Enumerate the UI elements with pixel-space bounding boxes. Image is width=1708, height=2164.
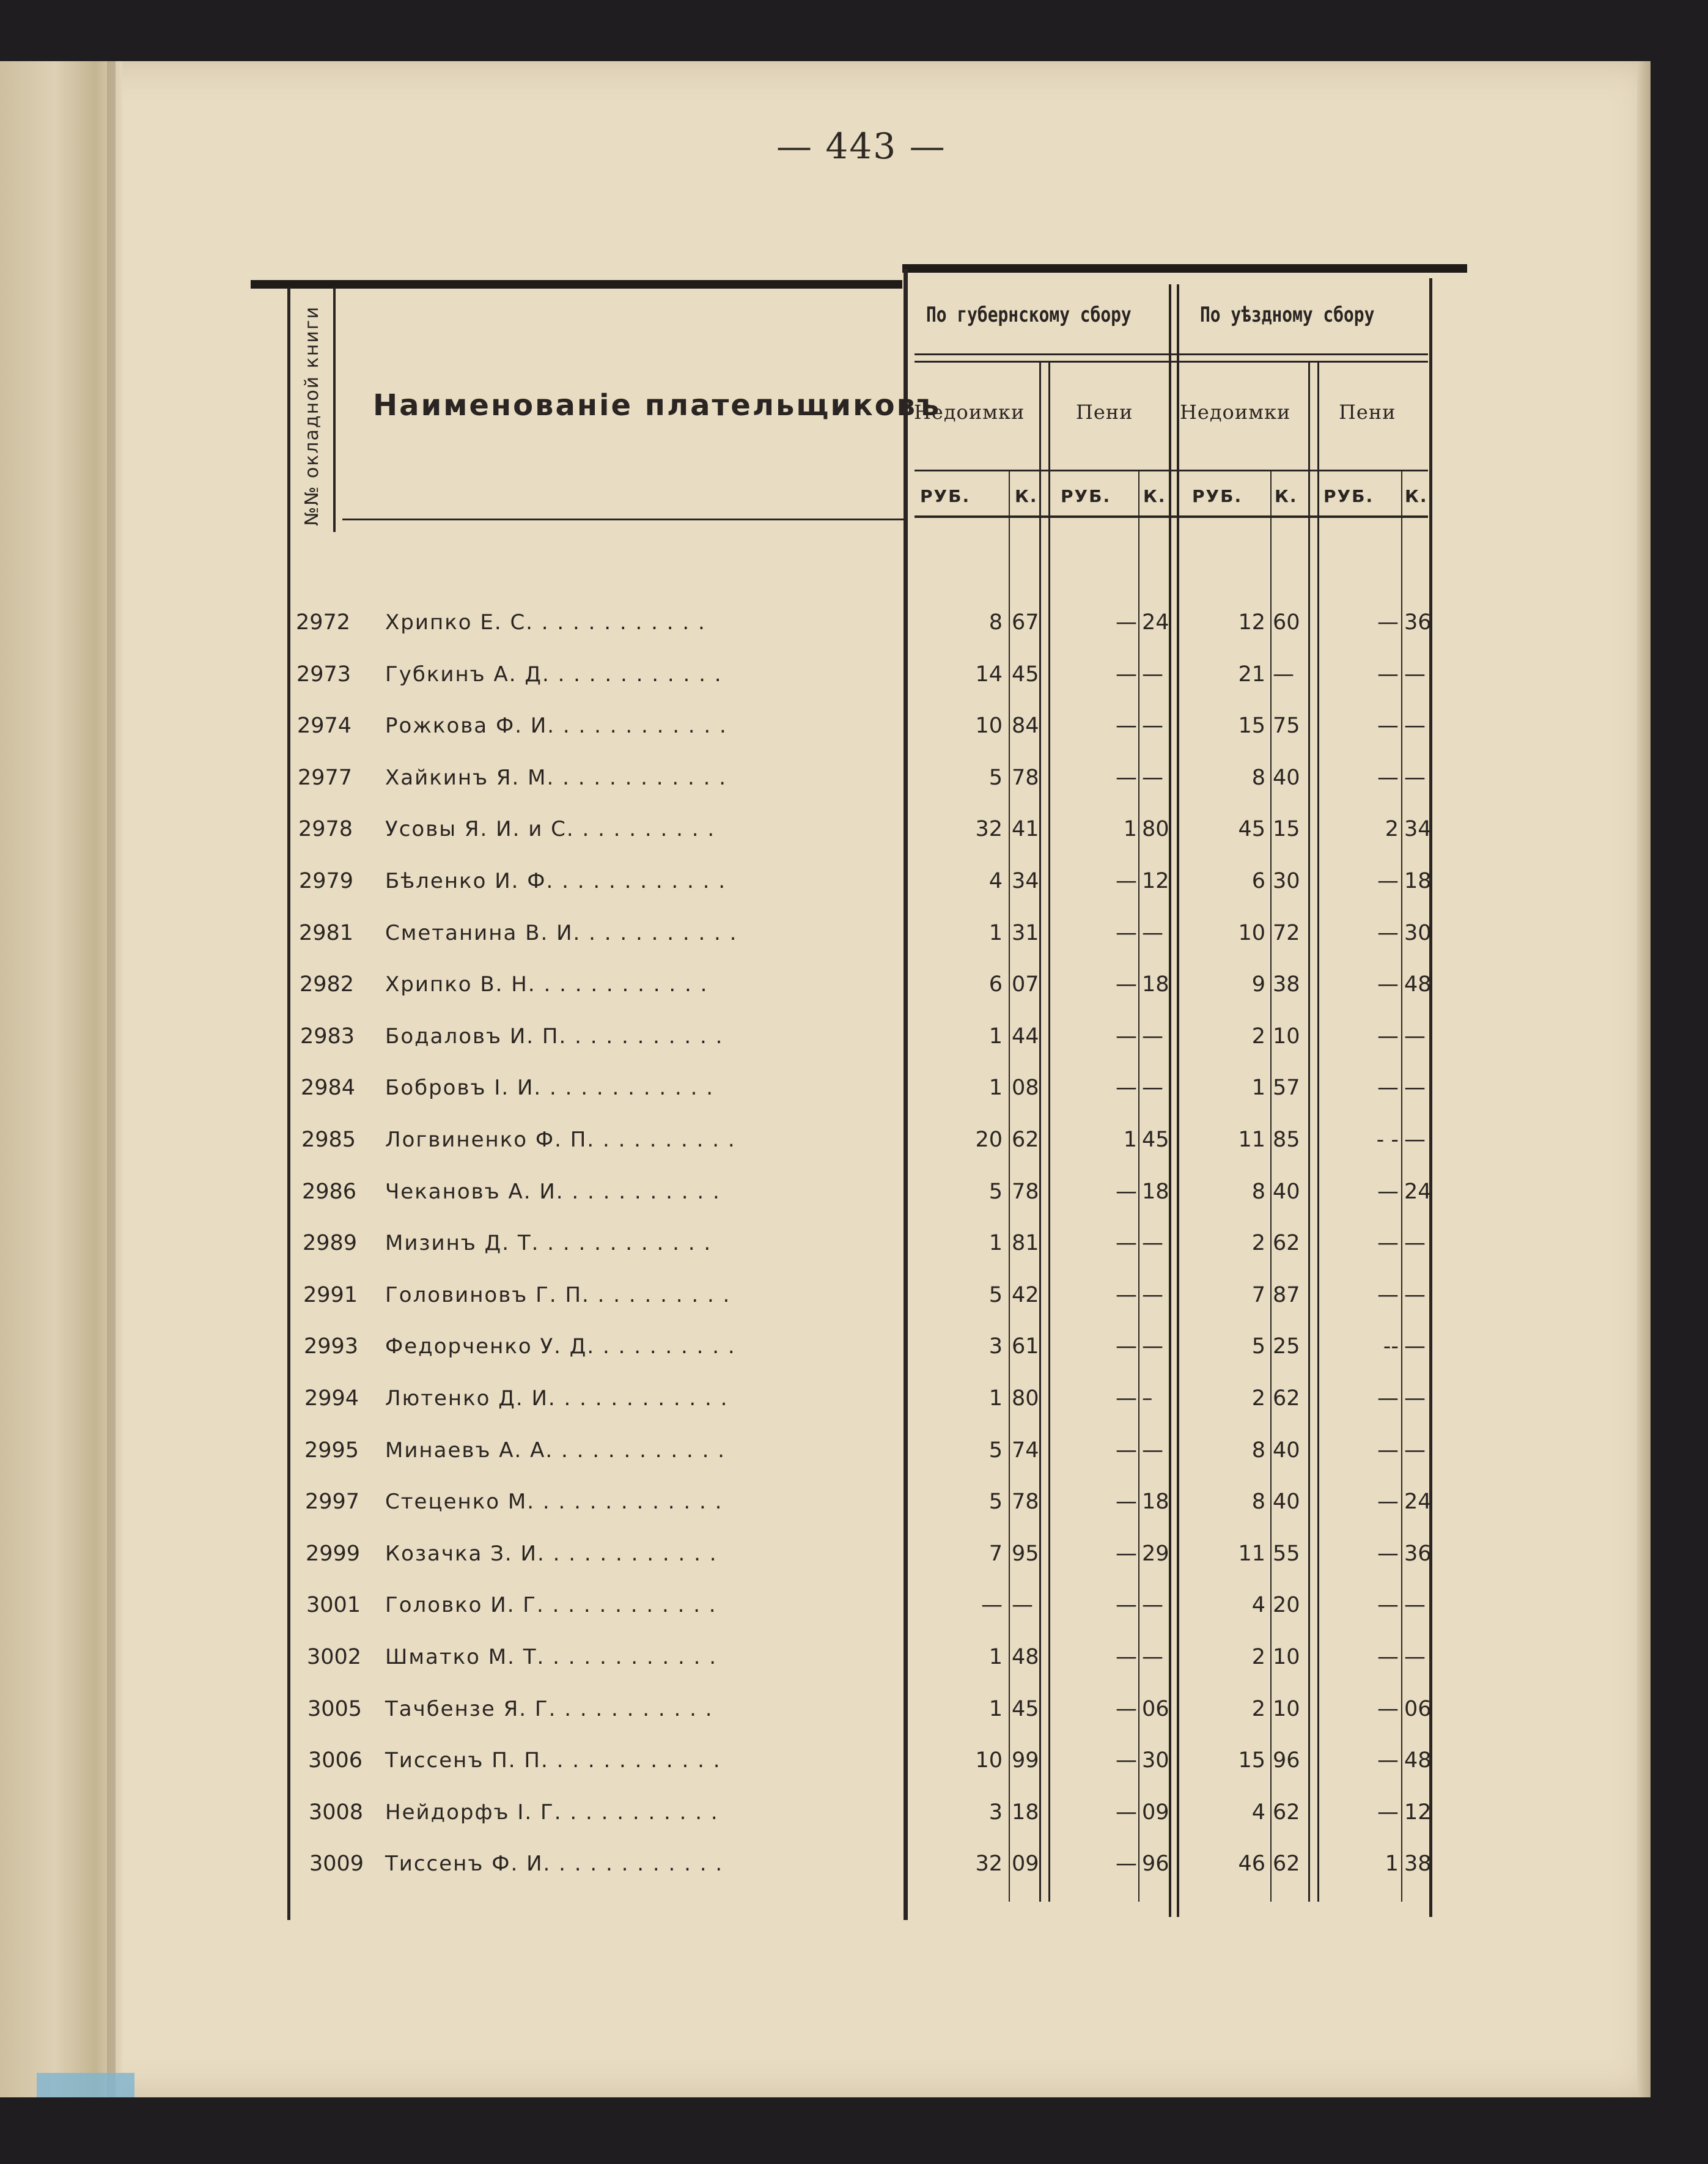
gubern-arrears-kop-cell: 07 xyxy=(1012,972,1039,997)
gubern-penalty-rub-cell: — xyxy=(1116,1697,1137,1721)
header-rule xyxy=(342,519,905,520)
uezd-arrears-rub-cell: 46 xyxy=(1238,1852,1265,1876)
payer-name-cell: Лютенко Д. И. . . . . . . . . . . . xyxy=(385,1386,729,1411)
uezd-penalty-kop-cell: — xyxy=(1404,1438,1426,1463)
gubern-arrears-rub-cell: 1 xyxy=(988,1024,1003,1049)
uezd-penalty-kop-cell: 48 xyxy=(1404,1748,1432,1773)
book-number-cell: 2982 xyxy=(300,972,355,997)
header-unit-rub: РУБ. xyxy=(1061,486,1111,506)
header-rule xyxy=(915,515,1428,518)
uezd-arrears-kop-cell: 60 xyxy=(1273,610,1300,635)
payer-name-cell: Хрипко Е. С. . . . . . . . . . . . xyxy=(385,610,706,635)
col-divider xyxy=(1270,471,1272,1902)
header-uezd-fee: По уѣздному сбору xyxy=(1200,303,1375,327)
payer-name-cell: Головиновъ Г. П. . . . . . . . . . xyxy=(385,1283,731,1307)
gubern-arrears-rub-cell: 8 xyxy=(988,610,1003,635)
gubern-penalty-kop-cell: 30 xyxy=(1142,1748,1169,1773)
payer-name-cell: Рожкова Ф. И. . . . . . . . . . . . xyxy=(385,714,727,738)
uezd-arrears-rub-cell: 8 xyxy=(1251,766,1265,790)
uezd-penalty-kop-cell: 24 xyxy=(1404,1490,1432,1514)
gubern-penalty-rub-cell: — xyxy=(1116,1334,1137,1359)
header-book-number xyxy=(291,306,334,526)
uezd-arrears-rub-cell: 6 xyxy=(1251,869,1265,893)
payer-name-cell: Сметанина В. И. . . . . . . . . . . xyxy=(385,921,738,945)
uezd-penalty-kop-cell: 48 xyxy=(1404,972,1432,997)
gubern-arrears-rub-cell: 5 xyxy=(988,766,1003,790)
gubern-arrears-rub-cell: 1 xyxy=(988,1697,1003,1721)
gubern-arrears-kop-cell: 34 xyxy=(1012,869,1039,893)
gubern-arrears-kop-cell: 80 xyxy=(1012,1386,1039,1411)
gubern-penalty-kop-cell: — xyxy=(1142,1645,1163,1669)
book-number-cell: 3001 xyxy=(306,1593,361,1617)
header-unit-rub: РУБ. xyxy=(1323,486,1374,506)
payer-name-cell: Стеценко М. . . . . . . . . . . . . xyxy=(385,1490,723,1514)
uezd-arrears-rub-cell: 8 xyxy=(1251,1180,1265,1204)
gubern-arrears-rub-cell: 5 xyxy=(988,1180,1003,1204)
uezd-penalty-rub-cell: — xyxy=(1377,1283,1399,1307)
gubern-arrears-rub-cell: 10 xyxy=(975,1748,1003,1773)
gubern-arrears-kop-cell: — xyxy=(1012,1593,1033,1617)
uezd-penalty-rub-cell: — xyxy=(1377,1697,1399,1721)
uezd-penalty-kop-cell: 18 xyxy=(1404,869,1432,893)
gubern-penalty-kop-cell: — xyxy=(1142,921,1163,945)
header-unit-kop: К. xyxy=(1275,486,1298,506)
gubern-penalty-rub-cell: — xyxy=(1116,1542,1137,1566)
uezd-arrears-rub-cell: 21 xyxy=(1238,662,1265,687)
uezd-penalty-rub-cell: — xyxy=(1377,972,1399,997)
uezd-arrears-kop-cell: 85 xyxy=(1273,1128,1300,1152)
gubern-penalty-kop-cell: 09 xyxy=(1142,1800,1169,1825)
uezd-penalty-kop-cell: — xyxy=(1404,1128,1426,1152)
book-number-cell: 2979 xyxy=(299,869,354,893)
col-divider xyxy=(1048,361,1050,1902)
gubern-arrears-rub-cell: 10 xyxy=(975,714,1003,738)
uezd-penalty-kop-cell: — xyxy=(1404,1231,1426,1255)
uezd-penalty-rub-cell: — xyxy=(1377,1231,1399,1255)
uezd-arrears-rub-cell: 15 xyxy=(1238,714,1265,738)
gubern-arrears-rub-cell: 32 xyxy=(975,817,1003,841)
gubern-arrears-kop-cell: 78 xyxy=(1012,766,1039,790)
payer-name-cell: Головко И. Г. . . . . . . . . . . . xyxy=(385,1593,717,1617)
payer-name-cell: Мизинъ Д. Т. . . . . . . . . . . . xyxy=(385,1231,712,1255)
gubern-arrears-kop-cell: 81 xyxy=(1012,1231,1039,1255)
uezd-penalty-kop-cell: — xyxy=(1404,1645,1426,1669)
uezd-penalty-rub-cell: — xyxy=(1377,766,1399,790)
uezd-arrears-rub-cell: 8 xyxy=(1251,1438,1265,1463)
header-unit-kop: К. xyxy=(1015,486,1038,506)
gubern-penalty-rub-cell: — xyxy=(1116,662,1137,687)
uezd-arrears-kop-cell: 62 xyxy=(1273,1231,1300,1255)
uezd-penalty-kop-cell: — xyxy=(1404,662,1426,687)
col-divider xyxy=(1169,284,1171,1917)
gubern-arrears-rub-cell: 5 xyxy=(988,1490,1003,1514)
col-divider xyxy=(1138,471,1139,1902)
uezd-penalty-rub-cell: - - xyxy=(1376,1128,1399,1152)
gubern-penalty-rub-cell: — xyxy=(1116,1076,1137,1100)
gubern-arrears-rub-cell: 1 xyxy=(988,1076,1003,1100)
gubern-arrears-kop-cell: 61 xyxy=(1012,1334,1039,1359)
gubern-arrears-kop-cell: 74 xyxy=(1012,1438,1039,1463)
book-number-cell: 2999 xyxy=(306,1542,361,1566)
uezd-arrears-rub-cell: 5 xyxy=(1251,1334,1265,1359)
uezd-arrears-rub-cell: 45 xyxy=(1238,817,1265,841)
header-unit-rub: РУБ. xyxy=(1192,486,1243,506)
gubern-arrears-rub-cell: 1 xyxy=(988,1231,1003,1255)
book-number-cell: 2984 xyxy=(301,1076,356,1100)
uezd-penalty-kop-cell: 12 xyxy=(1404,1800,1432,1825)
uezd-penalty-kop-cell: 06 xyxy=(1404,1697,1432,1721)
gubern-arrears-kop-cell: 99 xyxy=(1012,1748,1039,1773)
uezd-arrears-kop-cell: 40 xyxy=(1273,1490,1300,1514)
col-divider xyxy=(287,287,290,1920)
gubern-penalty-kop-cell: 18 xyxy=(1142,972,1169,997)
gubern-arrears-rub-cell: 6 xyxy=(988,972,1003,997)
uezd-penalty-kop-cell: 24 xyxy=(1404,1180,1432,1204)
book-number-cell: 2997 xyxy=(305,1490,360,1514)
uezd-arrears-rub-cell: 2 xyxy=(1251,1386,1265,1411)
uezd-penalty-rub-cell: — xyxy=(1377,1748,1399,1773)
uezd-arrears-rub-cell: 11 xyxy=(1238,1542,1265,1566)
uezd-penalty-kop-cell: 36 xyxy=(1404,610,1432,635)
gubern-penalty-kop-cell: 12 xyxy=(1142,869,1169,893)
uezd-arrears-kop-cell: 62 xyxy=(1273,1852,1300,1876)
uezd-arrears-kop-cell: 38 xyxy=(1273,972,1300,997)
col-divider xyxy=(1177,284,1179,1917)
uezd-penalty-kop-cell: 34 xyxy=(1404,817,1432,841)
uezd-arrears-rub-cell: 1 xyxy=(1251,1076,1265,1100)
gubern-penalty-rub-cell: — xyxy=(1116,869,1137,893)
gubern-penalty-kop-cell: 18 xyxy=(1142,1490,1169,1514)
uezd-arrears-kop-cell: 40 xyxy=(1273,1438,1300,1463)
uezd-penalty-kop-cell: — xyxy=(1404,1593,1426,1617)
gubern-penalty-rub-cell: — xyxy=(1116,1490,1137,1514)
uezd-arrears-rub-cell: 4 xyxy=(1251,1800,1265,1825)
gubern-arrears-kop-cell: 09 xyxy=(1012,1852,1039,1876)
gubern-penalty-rub-cell: — xyxy=(1116,766,1137,790)
payer-name-cell: Шматко М. Т. . . . . . . . . . . . xyxy=(385,1645,718,1669)
book-number-cell: 2981 xyxy=(299,921,354,945)
gubern-arrears-rub-cell: 3 xyxy=(988,1334,1003,1359)
gubern-penalty-kop-cell: 24 xyxy=(1142,610,1169,635)
uezd-penalty-kop-cell: — xyxy=(1404,1386,1426,1411)
uezd-arrears-rub-cell: 7 xyxy=(1251,1283,1265,1307)
book-number-cell: 2977 xyxy=(298,766,353,790)
payer-name-cell: Усовы Я. И. и С. . . . . . . . . . xyxy=(385,817,716,841)
book-number-cell: 2983 xyxy=(300,1024,355,1049)
gubern-arrears-kop-cell: 18 xyxy=(1012,1800,1039,1825)
gubern-arrears-kop-cell: 41 xyxy=(1012,817,1039,841)
header-gubern-fee: По губернскому сбору xyxy=(926,303,1132,327)
uezd-arrears-kop-cell: 96 xyxy=(1273,1748,1300,1773)
uezd-arrears-kop-cell: 10 xyxy=(1273,1697,1300,1721)
gubern-penalty-rub-cell: — xyxy=(1116,1386,1137,1411)
uezd-penalty-rub-cell: — xyxy=(1377,1024,1399,1049)
header-uezd-penalty: Пени xyxy=(1339,401,1396,424)
uezd-arrears-kop-cell: 62 xyxy=(1273,1386,1300,1411)
book-number-cell: 2993 xyxy=(304,1334,359,1359)
uezd-arrears-kop-cell: 75 xyxy=(1273,714,1300,738)
uezd-arrears-rub-cell: 9 xyxy=(1251,972,1265,997)
book-number-cell: 2972 xyxy=(296,610,351,635)
uezd-penalty-rub-cell: — xyxy=(1377,1542,1399,1566)
gubern-arrears-kop-cell: 95 xyxy=(1012,1542,1039,1566)
gubern-penalty-kop-cell: 80 xyxy=(1142,817,1169,841)
uezd-arrears-kop-cell: — xyxy=(1273,662,1294,687)
gubern-penalty-kop-cell: 96 xyxy=(1142,1852,1169,1876)
page-number: — 443 — xyxy=(776,125,946,167)
uezd-arrears-kop-cell: 40 xyxy=(1273,766,1300,790)
gubern-penalty-kop-cell: 06 xyxy=(1142,1697,1169,1721)
header-rule xyxy=(915,353,1428,355)
payer-name-cell: Тиссенъ Ф. И. . . . . . . . . . . . xyxy=(385,1852,724,1876)
uezd-arrears-kop-cell: 57 xyxy=(1273,1076,1300,1100)
uezd-arrears-rub-cell: 8 xyxy=(1251,1490,1265,1514)
gubern-penalty-rub-cell: — xyxy=(1116,1593,1137,1617)
gubern-arrears-rub-cell: 4 xyxy=(988,869,1003,893)
uezd-penalty-kop-cell: 36 xyxy=(1404,1542,1432,1566)
header-rule xyxy=(915,361,1428,363)
uezd-penalty-rub-cell: -- xyxy=(1383,1334,1399,1359)
uezd-penalty-rub-cell: — xyxy=(1377,1645,1399,1669)
gubern-penalty-rub-cell: — xyxy=(1116,921,1137,945)
col-divider xyxy=(1009,471,1010,1902)
book-number-cell: 3008 xyxy=(309,1800,364,1825)
uezd-penalty-rub-cell: — xyxy=(1377,1180,1399,1204)
uezd-arrears-rub-cell: 2 xyxy=(1251,1697,1265,1721)
gubern-penalty-rub-cell: — xyxy=(1116,1438,1137,1463)
payer-name-cell: Бобровъ І. И. . . . . . . . . . . . xyxy=(385,1076,714,1100)
uezd-penalty-rub-cell: — xyxy=(1377,1800,1399,1825)
gubern-penalty-kop-cell: 29 xyxy=(1142,1542,1169,1566)
gubern-penalty-rub-cell: — xyxy=(1116,1180,1137,1204)
header-unit-kop: К. xyxy=(1143,486,1166,506)
header-gubern-arrears: Недоимки xyxy=(914,401,1025,424)
payer-name-cell: Нейдорфъ І. Г. . . . . . . . . . . xyxy=(385,1800,719,1825)
uezd-arrears-rub-cell: 15 xyxy=(1238,1748,1265,1773)
header-unit-kop: К. xyxy=(1405,486,1428,506)
book-number-cell: 3006 xyxy=(308,1748,363,1773)
payer-name-cell: Хайкинъ Я. М. . . . . . . . . . . . xyxy=(385,766,727,790)
gubern-arrears-kop-cell: 44 xyxy=(1012,1024,1039,1049)
gubern-arrears-rub-cell: 5 xyxy=(988,1283,1003,1307)
book-number-cell: 2991 xyxy=(303,1283,358,1307)
book-number-cell: 2994 xyxy=(304,1386,359,1411)
gubern-arrears-kop-cell: 48 xyxy=(1012,1645,1039,1669)
payer-name-cell: Тиссенъ П. П. . . . . . . . . . . . xyxy=(385,1748,721,1773)
book-number-cell: 3005 xyxy=(307,1697,363,1721)
uezd-penalty-rub-cell: — xyxy=(1377,869,1399,893)
uezd-penalty-kop-cell: 30 xyxy=(1404,921,1432,945)
uezd-penalty-rub-cell: — xyxy=(1377,1386,1399,1411)
book-number-cell: 2986 xyxy=(302,1180,357,1204)
top-rule-left xyxy=(251,280,902,289)
gubern-penalty-rub-cell: 1 xyxy=(1123,817,1137,841)
uezd-arrears-rub-cell: 12 xyxy=(1238,610,1265,635)
gubern-penalty-kop-cell: — xyxy=(1142,766,1163,790)
gubern-penalty-kop-cell: — xyxy=(1142,1283,1163,1307)
payer-name-cell: Логвиненко Ф. П. . . . . . . . . . xyxy=(385,1128,736,1152)
col-divider xyxy=(1308,361,1310,1902)
book-number-cell: 3002 xyxy=(307,1645,362,1669)
header-payer-name: Наименованіе плательщиковъ xyxy=(373,388,941,423)
uezd-arrears-kop-cell: 62 xyxy=(1273,1800,1300,1825)
gubern-arrears-rub-cell: 7 xyxy=(988,1542,1003,1566)
uezd-arrears-rub-cell: 4 xyxy=(1251,1593,1265,1617)
uezd-penalty-rub-cell: — xyxy=(1377,921,1399,945)
col-divider xyxy=(1317,361,1319,1902)
gubern-arrears-rub-cell: 3 xyxy=(988,1800,1003,1825)
bookmark-ribbon xyxy=(37,2073,134,2097)
uezd-penalty-rub-cell: — xyxy=(1377,1490,1399,1514)
gubern-arrears-kop-cell: 78 xyxy=(1012,1490,1039,1514)
uezd-penalty-rub-cell: — xyxy=(1377,610,1399,635)
uezd-arrears-kop-cell: 55 xyxy=(1273,1542,1300,1566)
gubern-arrears-kop-cell: 31 xyxy=(1012,921,1039,945)
gubern-arrears-rub-cell: 20 xyxy=(975,1128,1003,1152)
book-number-cell: 2985 xyxy=(301,1128,356,1152)
gubern-arrears-rub-cell: 1 xyxy=(988,1645,1003,1669)
uezd-arrears-kop-cell: 72 xyxy=(1273,921,1300,945)
gubern-arrears-kop-cell: 78 xyxy=(1012,1180,1039,1204)
gubern-arrears-kop-cell: 45 xyxy=(1012,662,1039,687)
book-number-cell: 2978 xyxy=(298,817,353,841)
uezd-arrears-rub-cell: 2 xyxy=(1251,1024,1265,1049)
book-number-cell: 3009 xyxy=(309,1852,364,1876)
uezd-penalty-rub-cell: 2 xyxy=(1385,817,1399,841)
uezd-penalty-rub-cell: — xyxy=(1377,714,1399,738)
gubern-penalty-kop-cell: — xyxy=(1142,1076,1163,1100)
header-gubern-penalty: Пени xyxy=(1076,401,1133,424)
payer-name-cell: Бѣленко И. Ф. . . . . . . . . . . . xyxy=(385,869,727,893)
uezd-arrears-kop-cell: 15 xyxy=(1273,817,1300,841)
gubern-penalty-kop-cell: — xyxy=(1142,662,1163,687)
gubern-arrears-kop-cell: 45 xyxy=(1012,1697,1039,1721)
book-number-cell: 2974 xyxy=(297,714,352,738)
uezd-arrears-kop-cell: 20 xyxy=(1273,1593,1300,1617)
uezd-penalty-kop-cell: — xyxy=(1404,1334,1426,1359)
gubern-arrears-kop-cell: 08 xyxy=(1012,1076,1039,1100)
gubern-penalty-kop-cell: — xyxy=(1142,1593,1163,1617)
uezd-penalty-rub-cell: 1 xyxy=(1385,1852,1399,1876)
top-rule-right xyxy=(902,264,1467,273)
uezd-arrears-kop-cell: 30 xyxy=(1273,869,1300,893)
gubern-penalty-rub-cell: — xyxy=(1116,1645,1137,1669)
uezd-penalty-rub-cell: — xyxy=(1377,1076,1399,1100)
header-unit-rub: РУБ. xyxy=(920,486,971,506)
book-number-cell: 2995 xyxy=(304,1438,359,1463)
gubern-arrears-rub-cell: 32 xyxy=(975,1852,1003,1876)
gubern-arrears-rub-cell: 5 xyxy=(988,1438,1003,1463)
uezd-penalty-kop-cell: — xyxy=(1404,1283,1426,1307)
payer-name-cell: Козачка З. И. . . . . . . . . . . . xyxy=(385,1542,718,1566)
gubern-arrears-kop-cell: 67 xyxy=(1012,610,1039,635)
gubern-arrears-rub-cell: 1 xyxy=(988,1386,1003,1411)
uezd-arrears-kop-cell: 10 xyxy=(1273,1024,1300,1049)
uezd-arrears-rub-cell: 10 xyxy=(1238,921,1265,945)
gubern-penalty-rub-cell: — xyxy=(1116,1800,1137,1825)
gubern-arrears-rub-cell: 1 xyxy=(988,921,1003,945)
uezd-arrears-kop-cell: 40 xyxy=(1273,1180,1300,1204)
uezd-penalty-rub-cell: — xyxy=(1377,662,1399,687)
gubern-arrears-kop-cell: 42 xyxy=(1012,1283,1039,1307)
gubern-penalty-kop-cell: — xyxy=(1142,1438,1163,1463)
uezd-arrears-kop-cell: 87 xyxy=(1273,1283,1300,1307)
gubern-arrears-rub-cell: 14 xyxy=(975,662,1003,687)
payer-name-cell: Хрипко В. Н. . . . . . . . . . . . xyxy=(385,972,709,997)
gubern-penalty-rub-cell: — xyxy=(1116,610,1137,635)
gubern-penalty-rub-cell: — xyxy=(1116,1748,1137,1773)
gubern-penalty-rub-cell: — xyxy=(1116,1283,1137,1307)
header-book-number-label: №№ окладной книги xyxy=(301,305,323,526)
gubern-arrears-kop-cell: 62 xyxy=(1012,1128,1039,1152)
gubern-penalty-kop-cell: — xyxy=(1142,1334,1163,1359)
uezd-arrears-kop-cell: 25 xyxy=(1273,1334,1300,1359)
uezd-penalty-kop-cell: 38 xyxy=(1404,1852,1432,1876)
gubern-arrears-kop-cell: 84 xyxy=(1012,714,1039,738)
payer-name-cell: Федорченко У. Д. . . . . . . . . . xyxy=(385,1334,736,1359)
gubern-penalty-kop-cell: – xyxy=(1142,1386,1153,1411)
book-number-cell: 2989 xyxy=(303,1231,358,1255)
header-rule xyxy=(915,470,1428,471)
gubern-penalty-kop-cell: — xyxy=(1142,1231,1163,1255)
gubern-penalty-rub-cell: — xyxy=(1116,972,1137,997)
uezd-arrears-rub-cell: 2 xyxy=(1251,1645,1265,1669)
gubern-penalty-kop-cell: 45 xyxy=(1142,1128,1169,1152)
payer-name-cell: Минаевъ А. А. . . . . . . . . . . . xyxy=(385,1438,726,1463)
uezd-penalty-kop-cell: — xyxy=(1404,714,1426,738)
gubern-penalty-rub-cell: — xyxy=(1116,1024,1137,1049)
uezd-arrears-rub-cell: 2 xyxy=(1251,1231,1265,1255)
uezd-penalty-rub-cell: — xyxy=(1377,1593,1399,1617)
gubern-penalty-kop-cell: — xyxy=(1142,1024,1163,1049)
gubern-arrears-rub-cell: — xyxy=(981,1593,1003,1617)
uezd-arrears-kop-cell: 10 xyxy=(1273,1645,1300,1669)
uezd-penalty-kop-cell: — xyxy=(1404,766,1426,790)
payer-name-cell: Губкинъ А. Д. . . . . . . . . . . . xyxy=(385,662,723,687)
gubern-penalty-kop-cell: 18 xyxy=(1142,1180,1169,1204)
payer-name-cell: Тачбензе Я. Г. . . . . . . . . . . xyxy=(385,1697,713,1721)
uezd-penalty-kop-cell: — xyxy=(1404,1024,1426,1049)
uezd-arrears-rub-cell: 11 xyxy=(1238,1128,1265,1152)
header-uezd-arrears: Недоимки xyxy=(1180,401,1291,424)
gubern-penalty-rub-cell: — xyxy=(1116,1231,1137,1255)
payer-name-cell: Бодаловъ И. П. . . . . . . . . . . xyxy=(385,1024,724,1049)
uezd-penalty-rub-cell: — xyxy=(1377,1438,1399,1463)
col-divider xyxy=(1401,471,1402,1902)
gubern-penalty-rub-cell: — xyxy=(1116,1852,1137,1876)
gubern-penalty-kop-cell: — xyxy=(1142,714,1163,738)
book-number-cell: 2973 xyxy=(296,662,352,687)
gubern-penalty-rub-cell: — xyxy=(1116,714,1137,738)
uezd-penalty-kop-cell: — xyxy=(1404,1076,1426,1100)
payer-name-cell: Чекановъ А. И. . . . . . . . . . . xyxy=(385,1180,721,1204)
gubern-penalty-rub-cell: 1 xyxy=(1123,1128,1137,1152)
